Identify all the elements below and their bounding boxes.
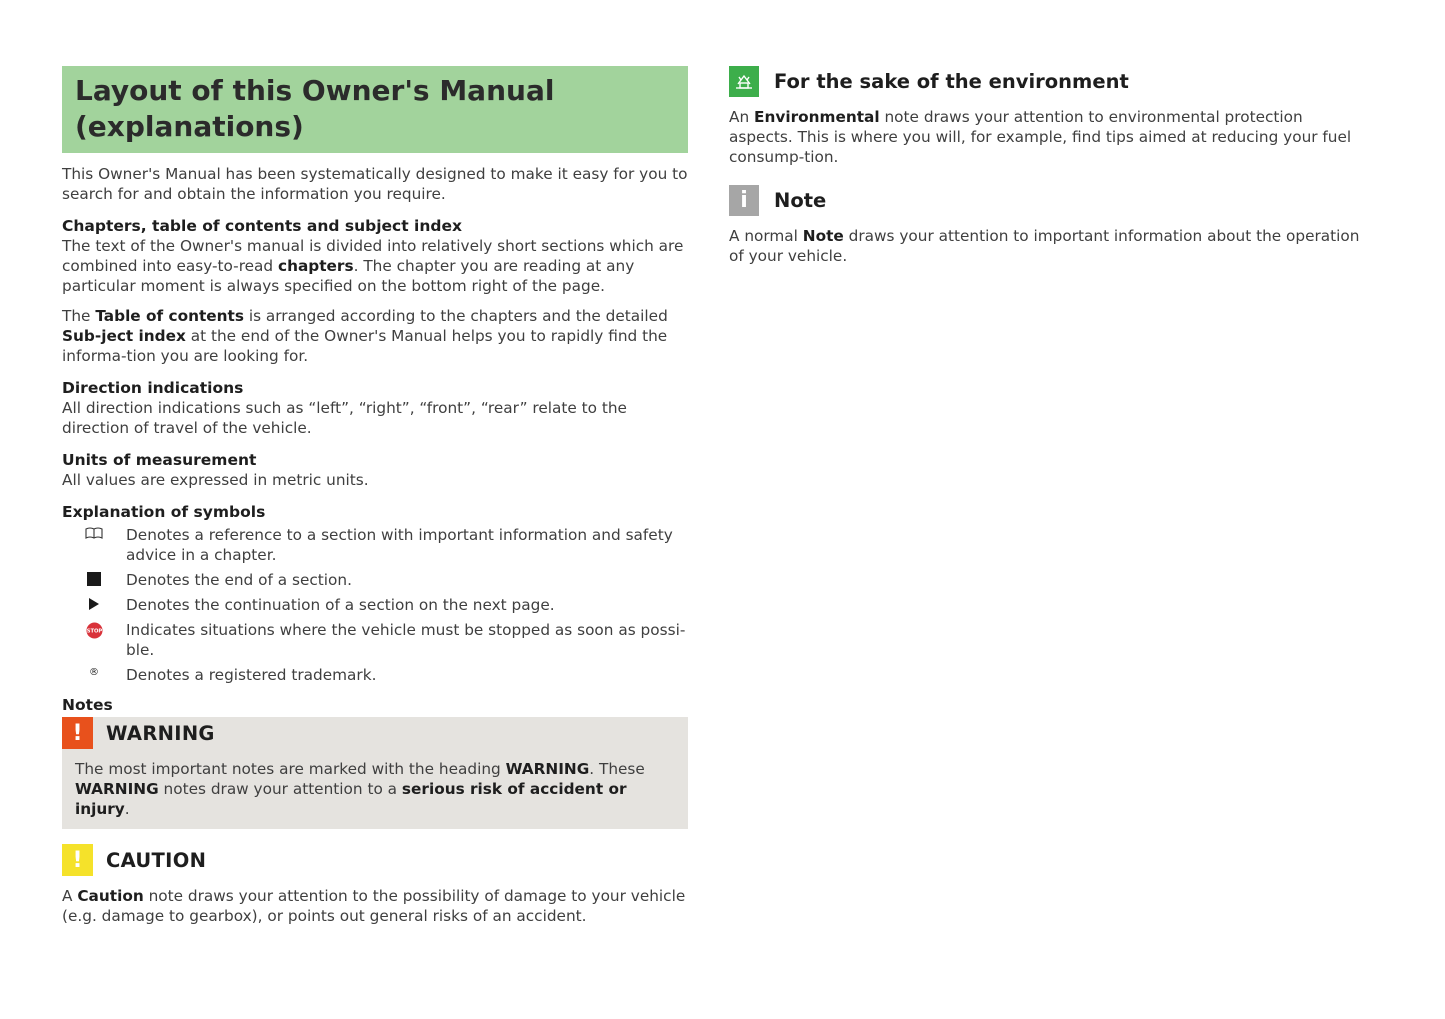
warning-box	[62, 717, 688, 829]
right-column	[729, 66, 1361, 266]
intro-paragraph: This Owner's Manual has been systematically designed to make it easy for you to search for and obtain the information you require.	[62, 165, 688, 203]
chapters-paragraph-2: The Table of contents is arranged according to the chapters and the detailed Sub-ject index at the end of the Owner's Manual helps you to rapidly find the informa-tion you are looking for.	[62, 307, 668, 365]
note-label: Note	[774, 189, 827, 212]
end-of-section-square-icon	[62, 570, 126, 590]
stop-icon	[62, 620, 126, 640]
symbols-heading: Explanation of symbols	[62, 503, 266, 521]
page-title-box	[62, 66, 688, 153]
units-paragraph: All values are expressed in metric units.	[62, 471, 369, 489]
direction-paragraph: All direction indications such as “left”, “right”, “front”, “rear” relate to the direction of travel of the vehicle.	[62, 399, 627, 437]
page-title	[75, 73, 674, 145]
symbol-row	[62, 570, 688, 590]
warning-header	[62, 717, 674, 749]
symbol-text: Denotes the end of a section.	[126, 571, 352, 589]
units-heading: Units of measurement	[62, 451, 257, 469]
continuation-triangle-icon	[62, 595, 126, 615]
warning-label: WARNING	[106, 721, 215, 745]
symbol-text: Indicates situations where the vehicle must be stopped as soon as possi-ble.	[126, 621, 686, 659]
caution-header	[62, 844, 688, 876]
warning-text: The most important notes are marked with the heading WARNING. These WARNING notes draw your attention to a serious risk of accident or injury.	[75, 760, 645, 818]
symbol-row	[62, 665, 688, 685]
symbol-row	[62, 595, 688, 615]
chapters-paragraph-1: The text of the Owner's manual is divided into relatively short sections which are combined into easy-to-read chapters. The chapter you are reading at any particular moment is always specified on the bottom right of the page.	[62, 237, 684, 295]
symbol-text: Denotes the continuation of a section on the next page.	[126, 596, 555, 614]
symbol-text: Denotes a registered trademark.	[126, 666, 377, 684]
symbols-list	[62, 525, 688, 685]
symbol-text: Denotes a reference to a section with important information and safety advice in a chapter.	[126, 526, 673, 564]
book-icon	[62, 525, 126, 545]
direction-heading: Direction indications	[62, 379, 244, 397]
svg-text:STOP: STOP	[86, 628, 102, 635]
registered-trademark-icon: ®	[89, 667, 99, 678]
caution-label: CAUTION	[106, 848, 207, 872]
title-line-2: (explanations)	[75, 110, 304, 143]
warning-icon: !	[62, 717, 93, 749]
info-icon: i	[729, 185, 759, 216]
note-block	[729, 185, 1361, 266]
environment-label: For the sake of the environment	[774, 70, 1129, 93]
caution-block	[62, 844, 688, 926]
recycle-icon	[729, 66, 759, 97]
caution-icon: !	[62, 844, 93, 876]
notes-heading: Notes	[62, 696, 113, 714]
left-column	[62, 66, 688, 926]
chapters-heading: Chapters, table of contents and subject index	[62, 217, 462, 235]
note-header	[729, 185, 1361, 216]
title-line-1: Layout of this Owner's Manual	[75, 74, 555, 107]
symbol-row	[62, 525, 688, 565]
symbol-row	[62, 620, 688, 660]
environment-text: An Environmental note draws your attention to environmental protection aspects. This is where you will, for example, find tips aimed at reducing your fuel consump-tion.	[729, 108, 1352, 166]
note-text: A normal Note draws your attention to important information about the operation of your vehicle.	[729, 227, 1360, 265]
environment-header	[729, 66, 1361, 97]
caution-text: A Caution note draws your attention to the possibility of damage to your vehicle (e.g. damage to gearbox), or points out general risks of an accident.	[62, 887, 686, 925]
